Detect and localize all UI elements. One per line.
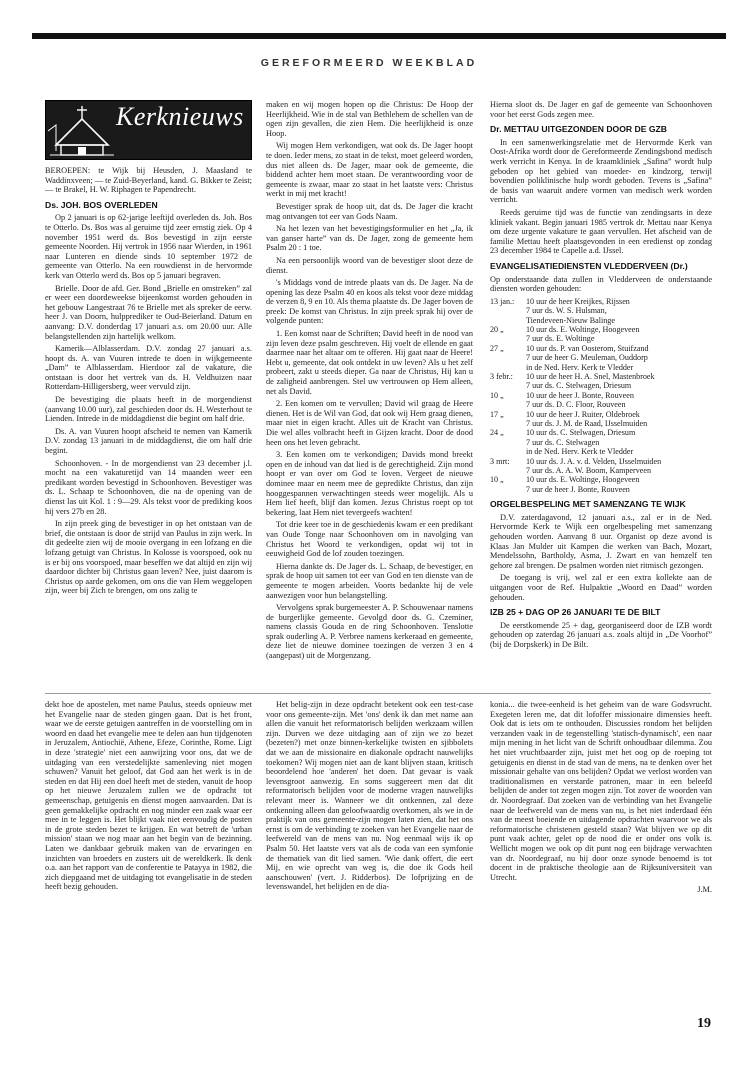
schedule-date	[490, 438, 526, 447]
schedule-entry: in de Ned. Herv. Kerk te Vledder	[526, 447, 634, 457]
page-number: 19	[697, 1016, 711, 1031]
schedule-date: 17 „	[490, 409, 504, 419]
schedule-entry: 7 uur ds. D. C. Floor, Rouveen	[526, 400, 626, 410]
heading-orgelbespeling: ORGELBESPELING MET SAMENZANG TE WIJK	[490, 499, 686, 510]
paragraph: De bevestiging die plaats heeft in de morgendienst (aanvang 10.00 uur), zal geschieden door ds. H. Westerhout te Lienden. Intrede in de middagdienst die begint om half drie.	[45, 395, 252, 424]
section-divider	[45, 693, 711, 694]
paragraph: Vervolgens sprak burgemeester A. P. Schouwenaar namens de burgerlijke gemeente. Gevolgd door ds. G. Czeminer, namens classis Gouda en de ring Schoonhoven. Tenslotte sprak ouderling A. P. Verbree namens kerkeraad en gemeente, deze liet de nieuwe dominee toezingen de verzen 3 en 4 (aangepast) uit de Morgenzang.	[266, 603, 473, 661]
paragraph: Na een persoonlijk woord van de bevestiger sloot deze de dienst.	[266, 255, 473, 275]
schedule-row	[490, 363, 712, 372]
schedule-entry: 7 uur ds. C. Stelwagen, Driesum	[526, 381, 632, 391]
masthead-title: GEREFORMEERD WEEKBLAD	[260, 57, 478, 69]
schedule-row	[490, 410, 712, 419]
schedule-table	[490, 297, 712, 495]
column-3	[490, 100, 712, 688]
paragraph: 's Middags vond de intrede plaats van ds. De Jager. Na de opening las deze Psalm 40 en koos als tekst voor deze middag de verzen 8, 9 en 10. Als thema plaatste ds. De Jager boven de preek: De komst van Christus. In zijn preek sprak hij over de volgende punten:	[266, 278, 473, 326]
schedule-entry: Tiendeveen-Nieuw Balinge	[526, 315, 615, 325]
schedule-entry: 7 uur de heer J. Bonte, Rouveen	[526, 484, 630, 494]
schedule-date: 10 „	[490, 390, 504, 400]
schedule-row	[490, 466, 712, 475]
schedule-entry: 7 uur de heer G. Meuleman, Ouddorp	[526, 353, 648, 363]
paragraph: 1. Een komst naar de Schriften; David heeft in de nood van zijn leven deze psalm geschreven. Hij voelt de ellende en gaat daarmee naar het altaar om te offeren. Hij gaat naar de Heere! Hebt u, gemeente, dat ook ontdekt in uw leven? Als u het zelf probeert, zakt u steeds dieper. Ga naar de Christus, Hij kan u de zaligheid aanbrengen. Stel uw vertrouwen op Hem alleen, net als David.	[266, 329, 473, 396]
schedule-row	[490, 316, 712, 325]
paragraph: In zijn preek ging de bevestiger in op het ontstaan van de brief, die ontstaan is door de strijd van Paulus in zijn werk. In dit gedeelte zien wij de mooie overgang in een lofzang en die lofzang getuigt van Christus. In Kolosse is voorspoed, ook nu is er bij ons voorspoed, maar beseffen we dat altijd en zijn wij daardoor dichter bij Christus gaan leven? Nee, juist daarom is Christus op aarde gekomen, om ons die van Hem weggelopen zijn, weer bij Zich te brengen, om ons zalig te	[45, 519, 252, 596]
paragraph: Kamerik—Alblasserdam. D.V. zondag 27 januari a.s. hoopt ds. A. van Vuuren intrede te doen in wijkgemeente „Dam” te Alblasserdam. Hierdoor zal de vakature, die ontstaan is door het vertrek van ds. H. Veldhuizen naar Rotterdam-Hilligersberg, weer vervuld zijn.	[45, 344, 252, 392]
schedule-row	[490, 438, 712, 447]
schedule-row	[490, 447, 712, 456]
schedule-row	[490, 457, 712, 466]
paragraph: D.V. zaterdagavond, 12 januari a.s., zal er in de Ned. Hervormde Kerk te Wijk een orgelbespeling met samenzang gehouden worden. Aanvang 8 uur. Organist op deze avond is Klaas Jan Mulder uit Kampen die werken van Bach, Mozart, Mendelssohn, Bartholdy, Asma, J. Zwart en van hemzelf ten gehore zal brengen. De psalmen worden niet ritmisch gezongen.	[490, 512, 712, 570]
heading-izb: IZB 25 + DAG OP 26 JANUARI TE DE BILT	[490, 607, 661, 618]
paragraph: Op onderstaande data zullen in Vledderveen de onderstaande diensten worden gehouden:	[490, 274, 712, 294]
schedule-row	[490, 419, 712, 428]
schedule-entry: 7 uur ds. E. Woltinge	[526, 334, 595, 344]
paragraph: Ds. A. van Vuuren hoopt afscheid te nemen van Kamerik D.V. zondag 13 januari in de middagdienst, die om half drie begint.	[45, 426, 252, 456]
schedule-entry: 7 uur ds. A. A. W. Boom, Kamperveen	[526, 466, 651, 475]
paragraph: Reeds geruime tijd was de functie van zendingsarts in deze kliniek vakant. Begin januari 1985 vertrok dr. Mettau naar Kenya om deze urgente vakature te gaan vervullen. Het afscheid van de familie Mettau heeft plaatsgevonden in een eredienst op zondag 23 december 1984 te Capelle a.d. IJssel.	[490, 207, 712, 256]
schedule-entry: 10 uur ds. J. A. v. d. Velden, IJsselmuiden	[526, 456, 662, 466]
schedule-date: 3 mrt:	[490, 456, 510, 466]
schedule-entry: 7 uur ds. W. S. Hulsman,	[526, 306, 607, 316]
schedule-date: 10 „	[490, 475, 504, 485]
schedule-date: 20 „	[490, 324, 504, 334]
beroepen-paragraph: BEROEPEN: te Wijk bij Heusden, J. Maasland te Waddinxveen; — te Zuid-Beyerland, kand. G. Bikker te Zeist; — te Brakel, H. W. Riphagen te Papendrecht.	[45, 166, 252, 195]
paragraph: Tot drie keer toe in de geschiedenis kwam er een predikant van Oude Tonge naar Schoonhoven om in navolging van Christus het Woord te verkondigen, opdat wij tot in eeuwigheid God de lof zouden toezingen.	[266, 520, 473, 559]
schedule-entry: 10 uur ds. E. Woltinge, Hoogeveen	[526, 475, 640, 485]
schedule-date: 27 „	[490, 343, 504, 353]
schedule-entry: 10 uur de heer J. Ruiter, Oldebroek	[526, 409, 640, 419]
schedule-date: 3 febr.:	[490, 371, 513, 381]
paragraph: konia... die twee-eenheid is het geheim van de ware Godsvrucht. Exegeten leren me, dat dit lofoffer missionaire dimensies heeft. Ook dat is iets om te onthouden. Discussies rondom het belijden verzanden vaak in de tegenstelling 'statisch-dynamisch', een naar mijn mening in het licht van de Schrift onhoudbaar dilemma. Zou het niet vruchtbaarder zijn, juist met het oog op de roeping tot getuigenis en dienst in de stad van de mens, na te denken over het missionair gehalte van ons belijden? Opdat we verlost worden van traditionalismen en verstarde patronen, maar in een beleefd belijden de ander tot zegen mogen zijn. Tot zover de woorden van dr. Noordegraaf. Dat zoeken van de verbinding van het Evangelie naar de leefwereld van de mens van nu, is het niet inderdaad één van de meest boeiende en uitdagende opdrachten waarvoor we als reformatorische christenen gesteld staan? Wat blijven we op dit punt vaak achter, gelet op de nood die er onder ons volk is. Wellicht mogen we ook op dit punt nog een bijdrage verwachten van dr. Noordegraaf, nu hij door onze synode benoemd is tot docent in de praktische theologie aan de Rijksuniversiteit van Utrecht.	[490, 700, 712, 882]
paragraph: Hierna sloot ds. De Jager en gaf de gemeente van Schoonhoven voor het eerst Gods zegen mee.	[490, 100, 712, 119]
paragraph: Wij mogen Hem verkondigen, wat ook ds. De Jager hoopt te doen. Ieder mens, zo staat in de tekst, moet geleerd worden, dus niet alleen ds. De Jager, maar ook de gemeente, die biddend achter hem moet staan. De verantwoording voor de gemeente is zwaar, maar zo staat in het laatste vers: Christus werkt in mij met kracht!	[266, 141, 473, 199]
schedule-row	[490, 381, 712, 390]
logo-title: Kerknieuws	[116, 102, 244, 131]
paragraph: Na het lezen van het bevestigingsformulier en het „Ja, ik van ganser harte” van ds. De Jager, zong de gemeente hem Psalm 20 : 1 toe.	[266, 224, 473, 253]
lower-column-1	[45, 700, 252, 1000]
schedule-row	[490, 428, 712, 437]
paragraph: 3. Een komen om te verkondigen; Davids mond breekt open en de inhoud van dat lied is de gerechtigheid. Zijn mond hoopt er van over om God te loven. Vergeet de nieuwe dominee maar en neem mee de gepredikte Christus, dan zijn hooggespannen verwachtingen steeds weer mogelijk. Als u Hem lief heeft, blijf dan komen. Jezus Christus roept op tot bekering, laat Hem niet tevergeefs wachten!	[266, 450, 473, 517]
schedule-row	[490, 344, 712, 353]
schedule-entry: 10 uur ds. P. van Oosterom, Stuifzand	[526, 343, 649, 353]
schedule-entry: 7 uur ds. J. M. de Raad, IJsselmuiden	[526, 418, 648, 428]
schedule-row	[490, 485, 712, 494]
schedule-date: 24 „	[490, 428, 504, 438]
schedule-entry: in de Ned. Herv. Kerk te Vledder	[526, 362, 634, 372]
paragraph: 2. Een komen om te vervullen; David wil graag de Heere dienen. Het is de Wil van God, dat ook wij Hem graag dienen, maar niet in eigen kracht. Alles uit de Kracht van Christus. Die wel alles volbracht heeft in Gijzen kracht. Door de dood heen ons het leven gebracht.	[266, 399, 473, 447]
schedule-date	[490, 447, 526, 456]
schedule-row	[490, 306, 712, 315]
schedule-row	[490, 325, 712, 334]
heading-bos-overleden: Ds. JOH. BOS OVERLEDEN	[45, 199, 158, 210]
paragraph: Bevestiger sprak de hoop uit, dat ds. De Jager die kracht mag ontvangen tot eer van Gods Naam.	[266, 201, 473, 221]
schedule-date	[490, 353, 526, 362]
schedule-row	[490, 400, 712, 409]
paragraph: Op 2 januari is op 62-jarige leeftijd overleden ds. Joh. Bos te Otterlo. Ds. Bos was al geruime tijd zeer ernstig ziek. Op 4 november 1951 werd ds. Bos bevestigd in zijn eerste gemeente Noorden. Hij vertrok in 1956 naar Wierden, in 1961 naar Lunteren en diende sinds 10 september 1972 de gemeente van Otterlo. Na een rouwdienst in de hervormde kerk van Otterlo werd ds. Bos op 5 januari begraven.	[45, 213, 252, 280]
schedule-date	[490, 400, 526, 409]
schedule-date	[490, 316, 526, 325]
schedule-date	[490, 363, 526, 372]
top-rule	[32, 33, 726, 39]
paragraph: De toegang is vrij, wel zal er een extra kollekte aan de uitgangen voor de Ref. Hulpaktie „Woord en Daad” worden gehouden.	[490, 573, 712, 602]
schedule-date	[490, 466, 526, 475]
paragraph: In een samenwerkingsrelatie met de Hervormde Kerk van Oost-Afrika wordt door de Gereformeerde Zendingsbond medisch werk verricht in Kenya. In de kraamkliniek „Safina” wordt hulp geboden op het gebied van moeder- en kindzorg, terwijl bovendien poliklinische hulp wordt geboden. Tevens is „Safina” de basis van waaruit andere vormen van medisch werk worden verricht.	[490, 137, 712, 205]
schedule-row	[490, 475, 712, 484]
schedule-date	[490, 334, 526, 343]
lower-column-2	[266, 700, 473, 1000]
schedule-entry: 7 uur ds. C. Stelwagen	[526, 437, 600, 447]
schedule-entry: 10 uur de heer H. A. Snel, Mastenbroek	[526, 371, 655, 381]
paragraph: Schoonhoven. - In de morgendienst van 23 december j.l. mocht na een vakaturetijd van 14 maanden weer een predikant worden bevestigd in Schoonhoven. Bevestiger was ds. L. Schaap te Schoonhoven, die na de opening van de dienst las uit Kol. 1 : 9—29. Als tekst voor de prediking koos hij vers 27b en 28.	[45, 458, 252, 516]
schedule-date	[490, 306, 526, 315]
schedule-date	[490, 485, 526, 494]
heading-mettau: Dr. METTAU UITGEZONDEN DOOR DE GZB	[490, 124, 667, 135]
schedule-row	[490, 372, 712, 381]
schedule-entry: 10 uur ds. E. Woltinge, Hoogeveen	[526, 324, 640, 334]
lower-column-3	[490, 700, 712, 1000]
paragraph: Hierna dankte ds. De Jager ds. L. Schaap, de bevestiger, en sprak de hoop uit samen tot eer van God en ten dienste van de gemeente te mogen arbeiden. Voorts bedankte hij de vele aanwezigen voor hun belangstelling.	[266, 561, 473, 600]
paragraph: Brielle. Door de afd. Ger. Bond „Brielle en omstreken” zal er weer een doordeweekse bijeenkomst worden gehouden in het gebouw Langestraat 76 te Brielle met als spreker de eerw. heer J. van Doorn, hulpprediker te Oud-Beierland. Datum en aanvang: D.V. donderdag 17 januari a.s. om 20.00 uur. Alle belangstellenden zijn hartelijk welkom.	[45, 283, 252, 341]
schedule-row	[490, 297, 712, 306]
paragraph: Het belig-zijn in deze opdracht betekent ook een test-case voor ons gemeente-zijn. Met 'ons' denk ik dan met name aan allen die vanuit het reformatorisch belijden werkzaam willen zijn. Durven we deze uitdaging aan of zijn we zo bezet (bezeten?) met onze binnen-kerkelijke twisten en sjibbolets dat we aan de missionaire en diakonale opdracht nauwelijks toekomen? Wij mogen niet aan de kant blijven staan, kritisch beoordelend hoe 'anderen' het doen. Dat gevaar is vaak levensgroot aanwezig. En soms suggereert men dat dit reformatorisch belijden voor de moderne vragen nauwelijks relevant meer is. Wanneer we dit ontkennen, zal deze ontkenning alleen dan geloofwaardig overkomen, als we in de praktijk van ons gemeente-zijn mogen laten zien, dat het ons ernst is om de verbinding te zoeken van het Evangelie naar de leefwereld van de mens van nu. Nog eenmaal wijs ik op Psalm 50. Het laatste vers vat als de coda van een symfonie de thematiek van dit lied samen. 'Wie dank offert, die eert Mij, en wie oprecht van weg is, die doe ik Gods heil aanschouwen' (vert. J. Ridderbos). De lofprijzing en de levenswandel, het belijden en de dia-	[266, 700, 473, 892]
heading-vledderveen: EVANGELISATIEDIENSTEN VLEDDERVEEN (Dr.)	[490, 260, 688, 271]
schedule-row	[490, 391, 712, 400]
schedule-date: 13 jan.:	[490, 296, 515, 306]
schedule-row	[490, 353, 712, 362]
schedule-entry: 10 uur de heer Kreijkes, Rijssen	[526, 296, 630, 306]
paragraph: De eerstkomende 25 + dag, georganiseerd door de IZB wordt gehouden op zaterdag 26 januari a.s. zoals altijd in „De Voorhof” (bij de Dorpskerk) in De Bilt.	[490, 620, 712, 649]
signature: J.M.	[697, 885, 712, 895]
schedule-entry: 10 uur ds. C. Stelwagen, Driesum	[526, 428, 636, 438]
paragraph: dekt hoe de apostelen, met name Paulus, steeds opnieuw met het Evangelie naar de steden gingen gaan. Dat is het front, waar we de eerste getuigen aantreffen in de voorstelling om in woord en daad het evangelie mee te delen aan hun tijdgenoten in Jeruzalem, Antiochië, Athene, Efeze, Corinthe, Rome. Ligt in deze 'strategie' niet een aanwijzing voor ons, dat we de uitdaging van een verstedelijkte samenleving niet mogen schuwen? Vanuit het geloof, dat God aan het werk is in de steden en dat Hij een doel heeft met de steden, vanuit de hoop op het nieuwe Jeruzalem zullen we de opdracht tot gemeenschap, getuigenis en dienst mogen aanvaarden. Dat is geen gemakkelijke opdracht en nog minder een zaak waar eer mee in te leggen is. Het blijkt vaak niet eenvoudig de posten in de grote steden bezet te krijgen. En wat betreft de 'urban mission' staan we nog maar aan het begin van de bezinning. Laten we dankbaar gebruik maken van de ervaringen en inzichten van broeders en zusters uit de wereldkerk. Ik denk o.a. aan het rapport van de conferentie te Patayya in 1982, die zich diepgaand met de uitdaging tot evangelisatie in de steden heeft bezig gehouden.	[45, 700, 252, 892]
column-1	[45, 100, 252, 688]
column-2	[266, 100, 473, 688]
schedule-row	[490, 334, 712, 343]
schedule-date	[490, 381, 526, 390]
paragraph: maken en wij mogen hopen op die Christus: De Hoop der Heerlijkheid. Wie in de stal van Bethlehem de schellen van de ogen zijn gevallen, die zien Hem. Die heerlijkheid is onze Hoop.	[266, 100, 473, 138]
schedule-date	[490, 419, 526, 428]
kerknieuws-logo	[45, 100, 252, 160]
schedule-entry: 10 uur de heer J. Bonte, Rouveen	[526, 390, 634, 400]
